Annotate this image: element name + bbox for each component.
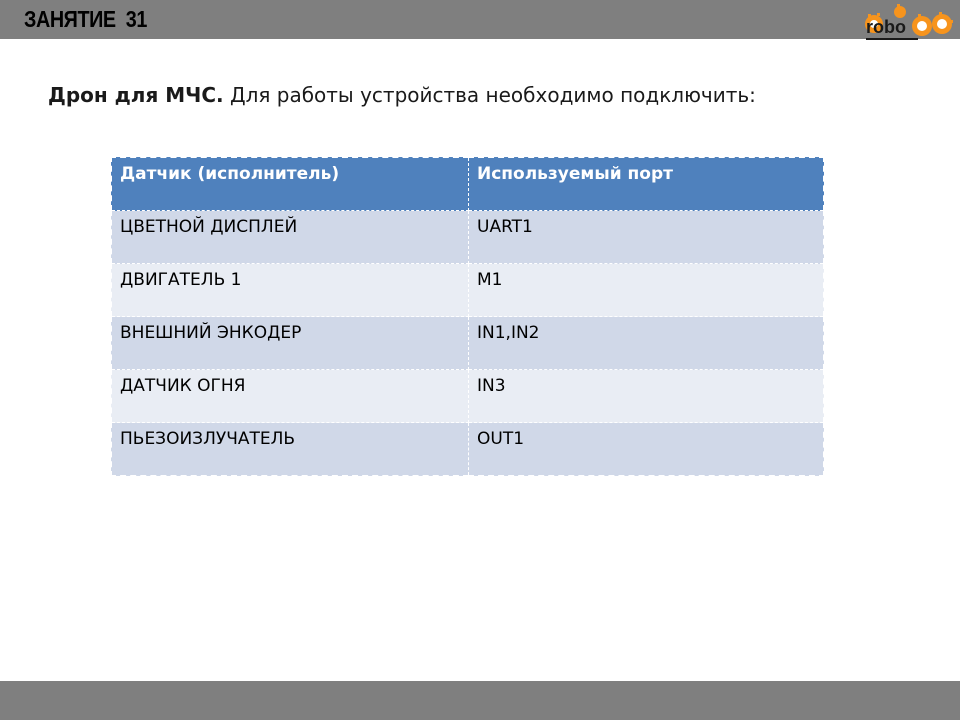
sensor-cell: ПЬЕЗОИЗЛУЧАТЕЛЬ	[111, 423, 469, 477]
robo-gear-logo-icon	[862, 2, 956, 44]
bottom-bar	[0, 681, 960, 720]
table-row	[111, 317, 824, 370]
port-cell: UART1	[469, 211, 825, 264]
intro-bold-title: Дрон для МЧС.	[48, 83, 224, 107]
port-table	[110, 156, 825, 477]
table-row	[111, 264, 824, 317]
intro-text	[48, 83, 756, 107]
table-row	[111, 211, 824, 264]
logo-text: robo	[866, 17, 906, 37]
robo-logo	[862, 2, 956, 44]
header-sensor: Датчик (исполнитель)	[111, 157, 469, 211]
intro-description: Для работы устройства необходимо подключить:	[223, 83, 756, 107]
header-port: Используемый порт	[469, 157, 825, 211]
lesson-title: ЗАНЯТИЕ 31	[24, 6, 147, 32]
sensor-cell: ДВИГАТЕЛЬ 1	[111, 264, 469, 317]
sensor-cell: ВНЕШНИЙ ЭНКОДЕР	[111, 317, 469, 370]
table-row	[111, 370, 824, 423]
sensor-cell: ДАТЧИК ОГНЯ	[111, 370, 469, 423]
port-cell: OUT1	[469, 423, 825, 477]
table-header-row	[111, 157, 824, 211]
port-cell: M1	[469, 264, 825, 317]
port-cell: IN1,IN2	[469, 317, 825, 370]
port-cell: IN3	[469, 370, 825, 423]
table-row	[111, 423, 824, 477]
sensor-cell: ЦВЕТНОЙ ДИСПЛЕЙ	[111, 211, 469, 264]
